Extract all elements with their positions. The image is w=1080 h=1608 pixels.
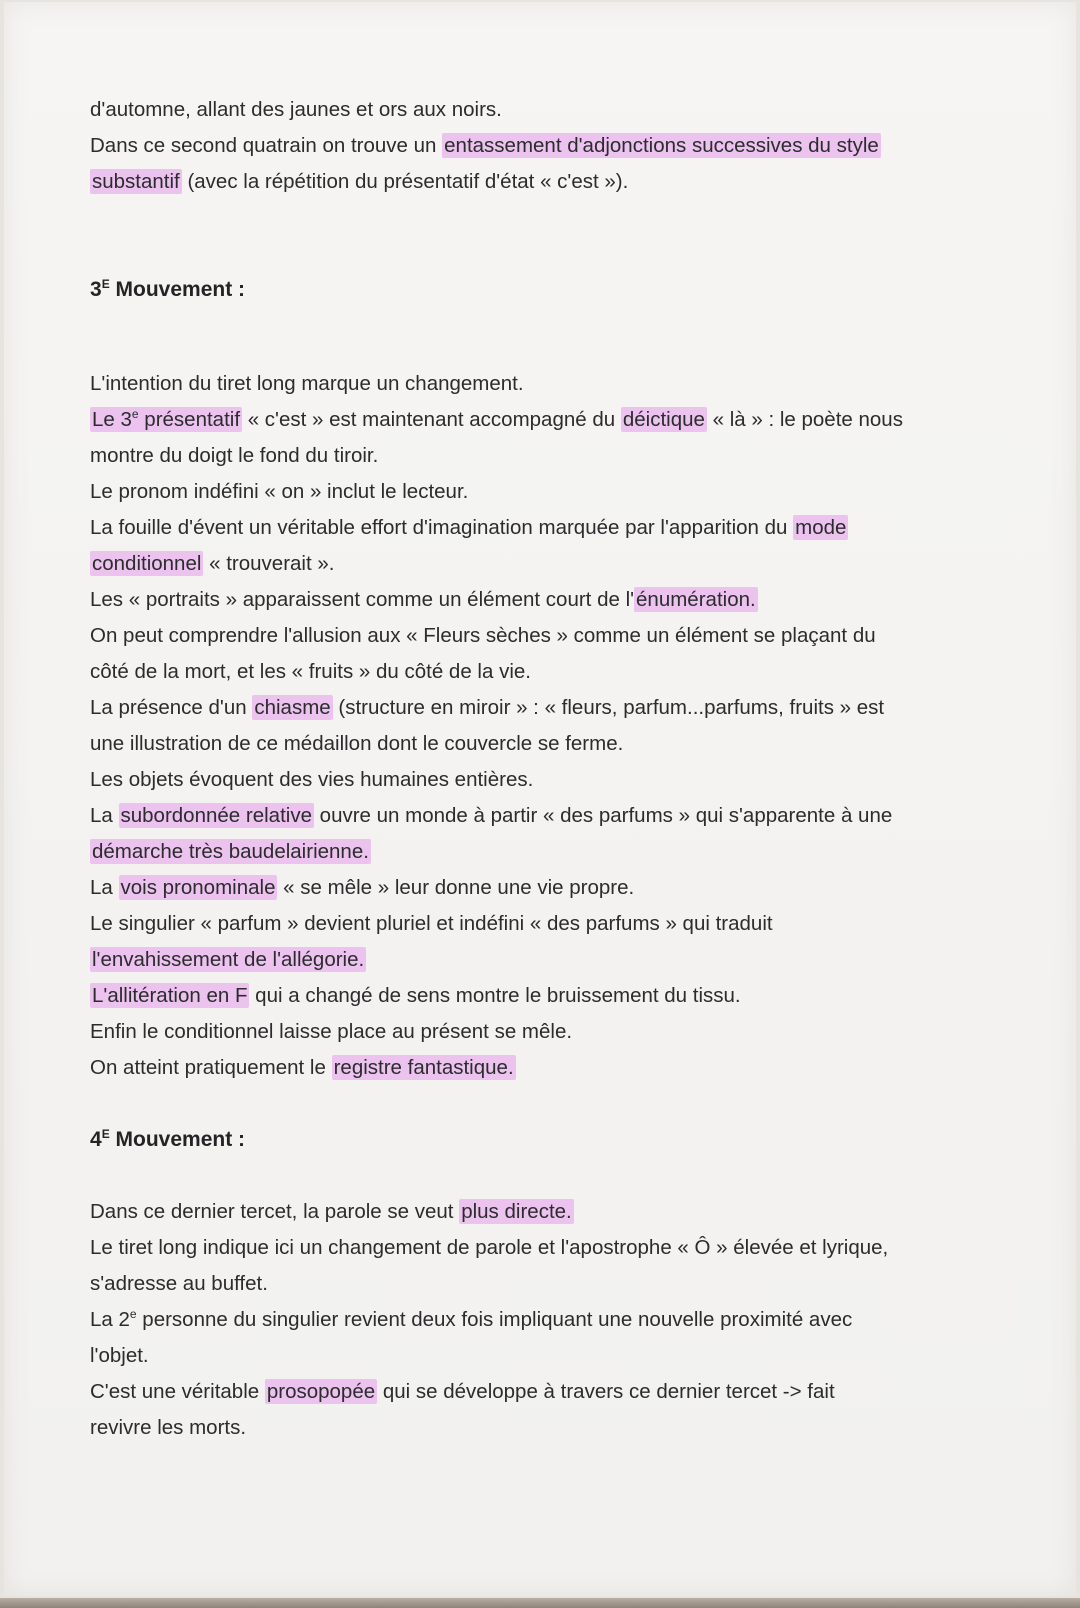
text: Dans ce second quatrain on trouve un [90,134,443,157]
text-line [90,474,1010,510]
text-line [90,546,1010,582]
text: « trouverait ». [203,552,335,575]
text: La 2 [90,1308,130,1331]
section-heading-4 [90,1122,1010,1158]
text: s'adresse au buffet. [90,1272,268,1295]
text-line [90,870,1010,906]
highlighted-text: prosopopée [266,1380,376,1403]
highlighted-text: vois pronominale [120,876,276,899]
text-line [90,582,1010,618]
heading-label: Mouvement : [109,1128,246,1151]
highlighted-text: l'envahissement de l'allégorie. [92,948,365,971]
text: Les objets évoquent des vies humaines entières. [90,768,534,791]
text: revivre les morts. [90,1416,247,1439]
text: « se mêle » leur donne une vie propre. [277,876,635,899]
superscript: e [131,407,139,422]
text-line [90,1194,1010,1230]
text-line [90,942,1010,978]
text: qui a changé de sens montre le bruissement du tissu. [249,984,741,1007]
highlighted-text: plus directe. [461,1200,572,1223]
highlighted-text: substantif [92,170,180,193]
text: L'intention du tiret long marque un changement. [90,372,524,395]
text: « c'est » est maintenant accompagné du [242,408,621,431]
text-line [90,978,1010,1014]
heading-label: Mouvement : [109,278,246,301]
text-line [90,834,1010,870]
text: Le pronom indéfini « on » inclut le lecteur. [90,480,469,503]
highlighted-text: conditionnel [92,552,202,575]
text-line [90,1014,1010,1050]
text-line [90,762,1010,798]
text: (avec la répétition du présentatif d'état « c'est »). [181,170,629,193]
highlighted-text: entassement d'adjonctions successives du style [444,134,879,157]
highlighted-text: subordonnée relative [120,804,312,827]
text-line [90,798,1010,834]
text-line [90,1266,1010,1302]
text: d'automne, allant des jaunes et ors aux noirs. [90,98,502,121]
section-heading-3 [90,272,1010,308]
text: qui se développe à travers ce dernier tercet -> fait [377,1380,835,1403]
table-surface [0,1598,1080,1608]
text-line [90,1302,1010,1338]
text-line [90,1410,1010,1446]
text-line [90,1338,1010,1374]
text-line [90,402,1010,438]
text: personne du singulier revient deux fois impliquant une nouvelle proximité avec [136,1308,853,1331]
superscript: e [129,1307,137,1322]
text: côté de la mort, et les « fruits » du côté de la vie. [90,660,531,683]
highlighted-text: déictique [622,408,705,431]
text-line [90,906,1010,942]
text-line [90,690,1010,726]
text: « là » : le poète nous [706,408,903,431]
heading-superscript: E [101,277,110,291]
text: C'est une véritable [90,1380,265,1403]
text: Le 3 [92,408,132,431]
text-line [90,618,1010,654]
highlighted-text: démarche très baudelairienne. [92,840,369,863]
heading-number: 4 [90,1128,102,1151]
text-line [90,1230,1010,1266]
text: ouvre un monde à partir « des parfums » qui s'apparente à une [313,804,893,827]
text: Les « portraits » apparaissent comme un élément court de l' [90,588,635,611]
text: La fouille d'évent un véritable effort d'imagination marquée par l'apparition du [90,516,794,539]
text: La [90,876,119,899]
highlighted-text: chiasme [254,696,331,719]
text: Enfin le conditionnel laisse place au présent se mêle. [90,1020,573,1043]
text: (structure en miroir » : « fleurs, parfum...parfums, fruits » est [332,696,885,719]
text-line [90,726,1010,762]
document-body [90,92,1010,1446]
text: Dans ce dernier tercet, la parole se veut [90,1200,460,1223]
text: La [90,804,119,827]
text-line [90,438,1010,474]
text-line [90,654,1010,690]
text: Le tiret long indique ici un changement de parole et l'apostrophe « Ô » élevée et lyrique, [90,1236,889,1259]
text: On peut comprendre l'allusion aux « Fleurs sèches » comme un élément se plaçant du [90,624,876,647]
highlighted-text: L'allitération en F [92,984,248,1007]
text: une illustration de ce médaillon dont le couvercle se ferme. [90,732,624,755]
highlighted-text [90,407,242,432]
text: On atteint pratiquement le [90,1056,332,1079]
text-line [90,1374,1010,1410]
text-line [90,1050,1010,1086]
text-line [90,366,1010,402]
text: l'objet. [90,1344,149,1367]
text-line [90,128,1010,164]
text: montre du doigt le fond du tiroir. [90,444,379,467]
text-line [90,92,1010,128]
text: présentatif [138,408,241,431]
text: Le singulier « parfum » devient pluriel et indéfini « des parfums » qui traduit [90,912,773,935]
text-line [90,164,1010,200]
heading-number: 3 [90,278,102,301]
highlighted-text: mode [795,516,847,539]
text: La présence d'un [90,696,253,719]
text-line [90,510,1010,546]
highlighted-text: énumération. [636,588,756,611]
highlighted-text: registre fantastique. [333,1056,514,1079]
heading-superscript: E [101,1127,110,1141]
